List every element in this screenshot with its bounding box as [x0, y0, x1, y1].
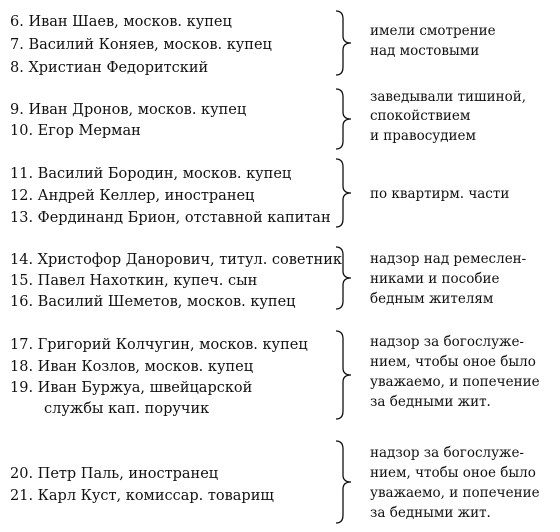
member-12: 12. Андрей Келлер, иностранец	[10, 188, 255, 204]
group-2-duty-2: спокойствием	[370, 108, 471, 124]
group-5-duty-4: за бедными жит.	[370, 394, 491, 410]
group-2-brace	[330, 88, 354, 150]
group-5-brace	[330, 330, 354, 420]
member-8: 8. Христиан Федоритский	[10, 60, 209, 76]
member-18: 18. Иван Козлов, москов. купец	[10, 359, 254, 375]
group-6-duty-4: за бедными жит.	[370, 505, 491, 521]
group-1-duty-2: над мостовыми	[370, 43, 480, 59]
member-11: 11. Василий Бородин, москов. купец	[10, 166, 292, 182]
group-2-duty-3: и правосудием	[370, 128, 477, 144]
group-4-duty-2: никами и пособие	[370, 271, 500, 287]
curly-brace	[336, 11, 351, 75]
member-21: 21. Карл Куст, комиссар. товарищ	[10, 488, 274, 504]
group-1-brace	[330, 10, 354, 76]
member-16: 16. Василий Шеметов, москов. купец	[10, 294, 296, 310]
group-5-duty-3: уважаемо, и попечение	[370, 374, 540, 390]
member-9: 9. Иван Дронов, москов. купец	[10, 102, 247, 118]
member-7: 7. Василий Коняев, москов. купец	[10, 37, 272, 53]
curly-brace	[336, 159, 351, 227]
curly-brace	[336, 331, 351, 419]
curly-brace	[336, 89, 351, 149]
group-4-duty-1: надзор над ремеслен-	[370, 251, 527, 267]
member-17: 17. Григорий Колчугин, москов. купец	[10, 337, 308, 353]
member-10: 10. Егор Мерман	[10, 123, 141, 139]
group-4-brace	[330, 246, 354, 310]
group-2-duty-1: заведывали тишиной,	[370, 89, 527, 105]
curly-brace	[336, 441, 351, 523]
member-19-cont: службы кап. поручик	[44, 401, 210, 417]
curly-brace	[336, 247, 351, 309]
member-15: 15. Павел Нахоткин, купеч. сын	[10, 273, 258, 289]
group-6-duty-2: нием, чтобы оное было	[370, 465, 536, 481]
member-19: 19. Иван Буржуа, швейцарской	[10, 380, 253, 396]
group-5-duty-1: надзор за богослуже-	[370, 334, 524, 350]
member-14: 14. Христофор Данорович, титул. советник	[10, 252, 342, 268]
group-4-duty-3: бедным жителям	[370, 291, 494, 307]
group-6-duty-3: уважаемо, и попечение	[370, 485, 540, 501]
member-6: 6. Иван Шаев, москов. купец	[10, 14, 232, 30]
group-3-duty-1: по квартирм. части	[370, 186, 510, 202]
group-5-duty-2: нием, чтобы оное было	[370, 354, 536, 370]
member-13: 13. Фердинанд Брион, отставной капитан	[10, 210, 331, 226]
member-20: 20. Петр Паль, иностранец	[10, 466, 219, 482]
group-3-brace	[330, 158, 354, 228]
group-1-duty-1: имели смотрение	[370, 23, 496, 39]
group-6-brace	[330, 440, 354, 524]
group-6-duty-1: надзор за богослуже-	[370, 445, 524, 461]
